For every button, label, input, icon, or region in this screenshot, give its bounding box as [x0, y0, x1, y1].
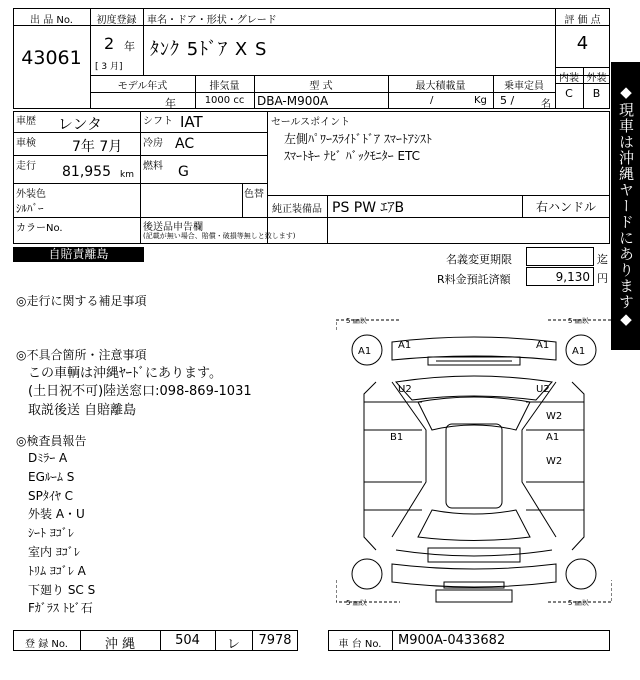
capacity: 5 /: [500, 94, 515, 107]
inspection-label: 車検: [16, 138, 36, 149]
fuel: G: [178, 164, 189, 180]
chassis-label: 車 台 No.: [338, 639, 382, 650]
car-name: ﾀﾝｸ 5ﾄﾞｱ X S: [150, 39, 268, 60]
tire-rl: [352, 559, 382, 589]
name-change-box: [526, 247, 594, 266]
inspector-item: 室内 ﾖｺﾞﾚ: [28, 545, 80, 559]
name-change-unit: 迄: [597, 253, 608, 266]
driving-heading: ◎走行に関する補足事項: [16, 294, 147, 308]
sales-label: セールスポイント: [271, 117, 351, 128]
fuel-label: 燃料: [143, 161, 163, 172]
equip: PS PW ｴｱB: [332, 200, 405, 216]
inspector-heading: ◎検査員報告: [16, 434, 87, 448]
mark-w2-upper: W2: [546, 411, 563, 422]
reg-region: 沖 縄: [104, 637, 136, 652]
rear-bumper: [392, 564, 556, 587]
reg-number: 7978: [258, 633, 292, 648]
sales-line1: 左側ﾊﾟﾜｰｽﾗｲﾄﾞﾄﾞｱ ｽﾏｰﾄｱｼｽﾄ: [284, 132, 432, 146]
mark-u2-left: U2: [398, 384, 412, 395]
history: レンタ: [58, 115, 103, 133]
steering: 右ハンドル: [536, 200, 597, 214]
reg-class: 504: [175, 633, 200, 648]
displacement-label: 排気量: [209, 81, 240, 92]
left-side-panel: [392, 382, 426, 537]
divider: [13, 155, 267, 156]
retrofit-note: (記載が無い場合、賠償・破損等無しと致します): [143, 232, 296, 240]
name-change-label: 名義変更期限: [446, 253, 512, 266]
insurance-bar: 自賠責離島: [13, 247, 144, 262]
roof: [446, 424, 502, 508]
divider: [13, 132, 267, 133]
recycle-unit: 円: [597, 272, 608, 285]
score: 4: [576, 33, 589, 54]
divider: [13, 183, 267, 184]
color: ｼﾙﾊﾞｰ: [16, 202, 44, 215]
inspector-item: SPﾀｲﾔ C: [28, 488, 74, 503]
inspection: 7年 7月: [72, 139, 123, 155]
capacity-unit: 名: [541, 99, 551, 110]
door-line-left: [364, 402, 422, 510]
divider: [90, 75, 610, 76]
ac: AC: [175, 136, 195, 152]
divider: [143, 8, 144, 75]
max-load-slash: /: [430, 95, 434, 106]
inspector-item: EGﾙｰﾑ S: [28, 469, 75, 484]
mileage-label: 走行: [16, 161, 36, 172]
mileage: 81,955: [62, 164, 111, 180]
corner-label-tl: 5 ㎜以: [346, 317, 367, 325]
divider: [267, 195, 610, 196]
max-load-unit: Kg: [474, 95, 487, 106]
inspector-item: ﾄﾘﾑ ﾖｺﾞﾚ A: [28, 563, 86, 578]
mark-front-bumper-right: A1: [536, 340, 550, 351]
reg-label: 登 録 No.: [25, 639, 68, 650]
body-left: [364, 382, 376, 550]
mark-front-bumper-left: A1: [398, 340, 412, 351]
chassis: M900A-0433682: [398, 633, 506, 648]
max-load-label: 最大積載量: [415, 81, 466, 92]
defect-line1: この車輌は沖縄ﾔｰﾄﾞにあります。: [28, 366, 222, 381]
reg-kana: レ: [226, 637, 240, 652]
hood: [396, 376, 552, 400]
first-reg-year-unit: 年: [124, 40, 135, 53]
color-label: 外装色: [16, 189, 46, 200]
retrofit-label: 後送品申告欄: [143, 222, 203, 233]
type-value: DBA-M900A: [257, 94, 329, 108]
inspector-item: ｼｰﾄ ﾖｺﾞﾚ: [28, 526, 74, 541]
divider: [327, 195, 328, 244]
ac-label: 冷房: [143, 138, 163, 149]
first-reg-year: 2: [104, 34, 115, 53]
sales-line2: ｽﾏｰﾄｷｰ ﾅﾋﾞ ﾊﾞｯｸﾓﾆﾀｰ ETC: [284, 149, 421, 163]
model-year-label: モデル年式: [117, 81, 168, 92]
shift-label: シフト: [143, 116, 173, 127]
rear-window: [418, 510, 530, 541]
mileage-unit: km: [120, 170, 134, 180]
capacity-label: 乗車定員: [504, 81, 544, 92]
mark-a1-right: A1: [546, 432, 560, 443]
mark-u2-right: U2: [536, 384, 550, 395]
shift: IAT: [180, 113, 203, 131]
interior-label: 内装: [559, 73, 579, 84]
first-reg-label: 初度登録: [96, 15, 137, 26]
rear-panel: [396, 550, 552, 556]
corner-label-br: 5 ㎜以: [568, 599, 589, 607]
exterior-grade: B: [592, 87, 601, 100]
lot-no-label: 出 品 No.: [30, 15, 73, 26]
divider: [140, 111, 141, 244]
inspector-item: 外装 A・U: [28, 507, 85, 522]
body-right: [572, 382, 584, 550]
displacement: 1000 cc: [204, 95, 245, 106]
defect-line2: (土日祝不可)陸送窓口:098-869-1031: [28, 384, 252, 399]
color-swatch-label: 色替: [244, 189, 264, 200]
inspector-item: 下廻り SC S: [28, 582, 96, 597]
windshield: [418, 397, 530, 430]
inspector-item: Fｶﾞﾗｽ ﾄﾋﾞ石: [28, 601, 93, 616]
divider: [267, 111, 268, 244]
score-label: 評 価 点: [564, 15, 601, 26]
defect-line3: 取説後送 自賠離島: [28, 403, 137, 418]
divider: [392, 630, 393, 651]
history-label: 車歴: [16, 116, 36, 127]
divider: [522, 195, 523, 217]
model-year-unit: 年: [165, 97, 176, 110]
interior-grade: C: [565, 87, 573, 100]
recycle-label: R料金預託済額: [437, 273, 511, 286]
divider: [242, 183, 243, 217]
type-label: 型 式: [309, 81, 333, 92]
tire-rr: [566, 559, 596, 589]
divider: [90, 92, 555, 93]
exterior-label: 外装: [586, 73, 607, 84]
first-reg-month: [ 3 月]: [95, 62, 123, 72]
equip-label: 純正装備品: [272, 204, 322, 215]
side-banner: [611, 62, 640, 350]
recycle-amount: 9,130: [555, 270, 590, 284]
rear-bottom: [436, 590, 512, 602]
side-banner-text: ◆現車は沖縄ヤードにあります◆: [617, 83, 635, 329]
mark-b1: B1: [390, 432, 404, 443]
defect-heading: ◎不具合箇所・注意事項: [16, 348, 147, 362]
mark-tire-fl: A1: [358, 346, 372, 357]
name-label: 車名・ドア・形状・グレード: [147, 15, 277, 26]
corner-label-bl: 5 ㎜以: [346, 599, 367, 607]
mark-tire-fr: A1: [572, 346, 586, 357]
corner-label-tr: 5 ㎜以: [568, 317, 589, 325]
lot-no: 43061: [21, 47, 82, 69]
car-diagram: [336, 312, 612, 620]
inspector-item: Dﾐﾗｰ A: [28, 451, 68, 465]
color-no-label: カラーNo.: [16, 223, 63, 234]
mark-w2-lower: W2: [546, 456, 563, 467]
divider: [13, 217, 610, 218]
